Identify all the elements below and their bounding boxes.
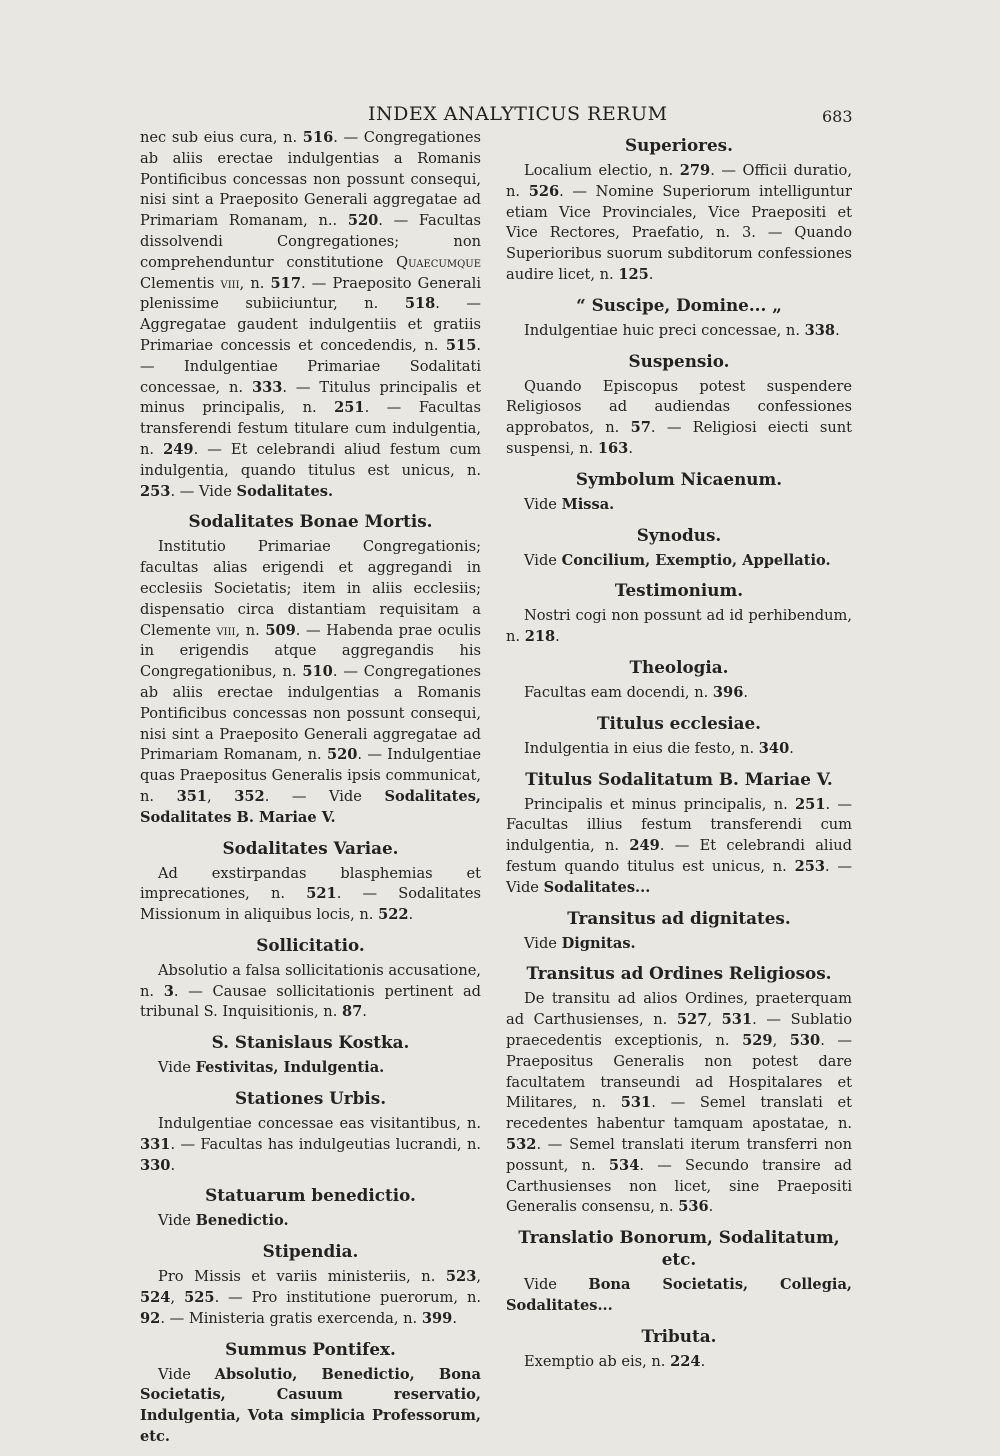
index-heading: Superiores. xyxy=(625,135,733,155)
page-number: 683 xyxy=(822,107,853,126)
index-heading: Transitus ad dignitates. xyxy=(567,907,791,928)
index-entry: Exemptio ab eis, n. 224. xyxy=(524,1352,706,1370)
left-column xyxy=(140,128,481,1456)
index-heading: Sodalitates Bonae Mortis. xyxy=(188,511,433,532)
index-heading: Sollicitatio. xyxy=(256,934,365,955)
index-heading: Statuarum benedictio. xyxy=(205,1185,416,1206)
index-entry: Indulgentia in eius die festo, n. 340. xyxy=(524,739,794,757)
index-heading: Symbolum Nicaenum. xyxy=(575,468,783,489)
index-entry: Vide Missa. xyxy=(524,495,615,513)
index-entry: Indulgentiae concessae eas visitantibus, n. 331. — Facultas has indulgeutias lucrandi, n. 330. xyxy=(140,1115,481,1174)
index-heading: Sodalitates Variae. xyxy=(222,837,399,858)
index-heading: Theologia. xyxy=(629,656,729,677)
index-entry: Ad exstirpandas blasphemias et imprecationes, n. 521. — Sodalitates Missionum in aliquibus locis, n. 522. xyxy=(140,864,481,924)
index-heading: Summus Pontifex. xyxy=(225,1338,396,1359)
index-entry: Absolutio a falsa sollicitationis accusatione, n. 3. — Causae sollicitationis pertinent ad tribunal S. Inquisitionis, n. 87. xyxy=(140,961,481,1021)
index-heading: Stationes Urbis. xyxy=(234,1088,387,1109)
index-entry: Vide Absolutio, Benedictio, Bona Societatis, Casuum reservatio, Indulgentia, Vota simplicia Professorum, etc. xyxy=(140,1365,481,1446)
index-entry: De transitu ad alios Ordines, praeterquam ad Carthusienses, n. 527, 531. — Sublatio praecedentis exceptionis, n. 529, 530. — Praepositus Generalis non potest dare facultatem transeundi ad Hospitalares et Militares, n. 531. — Semel translati et recedentes habentur tamquam apostatae, n. 532. — Semel translati iterum transferri non possunt, n. 534. — Secundo transire ad Carthusienses non licet, sine Praepositi Generalis consensu, n. 536. xyxy=(506,990,853,1216)
index-entry: Institutio Primariae Congregationis; facultas alias erigendi et aggregandi in ecclesiis Societatis; item in aliis ecclesiis; dispensatio circa distantiam requisitam a Clemente viii, n. 509. — Habenda prae oculis in erigendis atque aggregandis his Congregationibus, n. 510. — Congregationes ab aliis erectae indulgentias a Romanis Pontificibus concessas non possunt consequi, nisi sint a Praeposito Generali aggregatae ad Primariam Romanam, n. 520. — Indulgentiae quas Praepositus Generalis ipsis communicat, n. 351, 352. — Vide Sodalitates, Sodalitates B. Mariae V. xyxy=(140,538,481,826)
index-heading: Stipendia. xyxy=(262,1241,359,1262)
index-heading: Titulus Sodalitatum B. Mariae V. xyxy=(525,768,833,789)
index-heading: S. Stanislaus Kostka. xyxy=(211,1032,410,1053)
index-entry: Pro Missis et variis ministeriis, n. 523, 524, 525. — Pro institutione puerorum, n. 92. — Ministeria gratis exercenda, n. 399. xyxy=(140,1268,481,1327)
index-heading: Synodus. xyxy=(636,524,722,545)
index-entry: Vide Concilium, Exemptio, Appellatio. xyxy=(524,551,831,569)
right-column xyxy=(506,128,852,1380)
index-heading: Titulus ecclesiae. xyxy=(596,712,762,733)
index-entry: Vide Benedictio. xyxy=(158,1212,289,1230)
index-entry: Vide Bona Societatis, Collegia, Sodalitates... xyxy=(506,1276,852,1314)
index-heading: Testimonium. xyxy=(614,580,744,601)
index-entry: Facultas eam docendi, n. 396. xyxy=(524,683,748,701)
index-heading: Suspensio. xyxy=(628,350,730,371)
index-entry: Vide Festivitas, Indulgentia. xyxy=(158,1059,385,1077)
index-entry: Vide Dignitas. xyxy=(524,934,636,952)
index-entry: Principalis et minus principalis, n. 251. — Facultas illius festum transferendi cum indulgentia, n. 249. — Et celebrandi aliud festum quando titulus est unicus, n. 253. — Vide Sodalitates... xyxy=(506,795,853,896)
index-entry: Quando Episcopus potest suspendere Religiosos ad audiendas confessiones approbatos, n. 57. — Religiosi eiecti sunt suspensi, n. 163. xyxy=(506,377,852,457)
index-heading: “ Suscipe, Domine... „ xyxy=(576,294,782,315)
index-entry: Indulgentiae huic preci concessae, n. 338. xyxy=(524,321,840,339)
running-head xyxy=(0,103,1000,127)
running-title: INDEX ANALYTICUS RERUM xyxy=(368,103,668,125)
index-entry: nec sub eius cura, n. 516. — Congregationes ab aliis erectae indulgentias a Romanis Pontificibus concessas non possunt consequi, nisi sint a Praeposito Generali aggregatae ad Primariam Romanam, n.. 520. — Facultas dissolvendi Congregationes; non comprehenduntur constitutione Quaecumque Clementis viii, n. 517. — Praeposito Generali plenissime subiiciuntur, n. 518. — Aggregatae gaudent indulgentiis et gratiis Primariae concessis et concedendis, n. 515. — Indulgentiae Primariae Sodalitati concessae, n. 333. — Titulus principalis et minus principalis, n. 251. — Facultas transferendi festum titulare cum indulgentia, n. 249. — Et celebrandi aliud festum cum indulgentia, quando titulus est unicus, n. 253. — Vide Sodalitates. xyxy=(140,129,482,500)
index-heading: Transitus ad Ordines Religiosos. xyxy=(526,963,832,984)
index-heading: Tributa. xyxy=(641,1325,717,1346)
index-entry: Localium electio, n. 279. — Officii duratio, n. 526. — Nomine Superiorum intelliguntur etiam Vice Provinciales, Vice Praepositi et Vice Rectores, Praefatio, n. 3. — Quando Superioribus suorum subditorum confessiones audire licet, n. 125. xyxy=(506,162,852,283)
index-entry: Nostri cogi non possunt ad id perhibendum, n. 218. xyxy=(506,607,852,646)
index-heading: Translatio Bonorum, Sodalitatum, etc. xyxy=(518,1227,840,1270)
